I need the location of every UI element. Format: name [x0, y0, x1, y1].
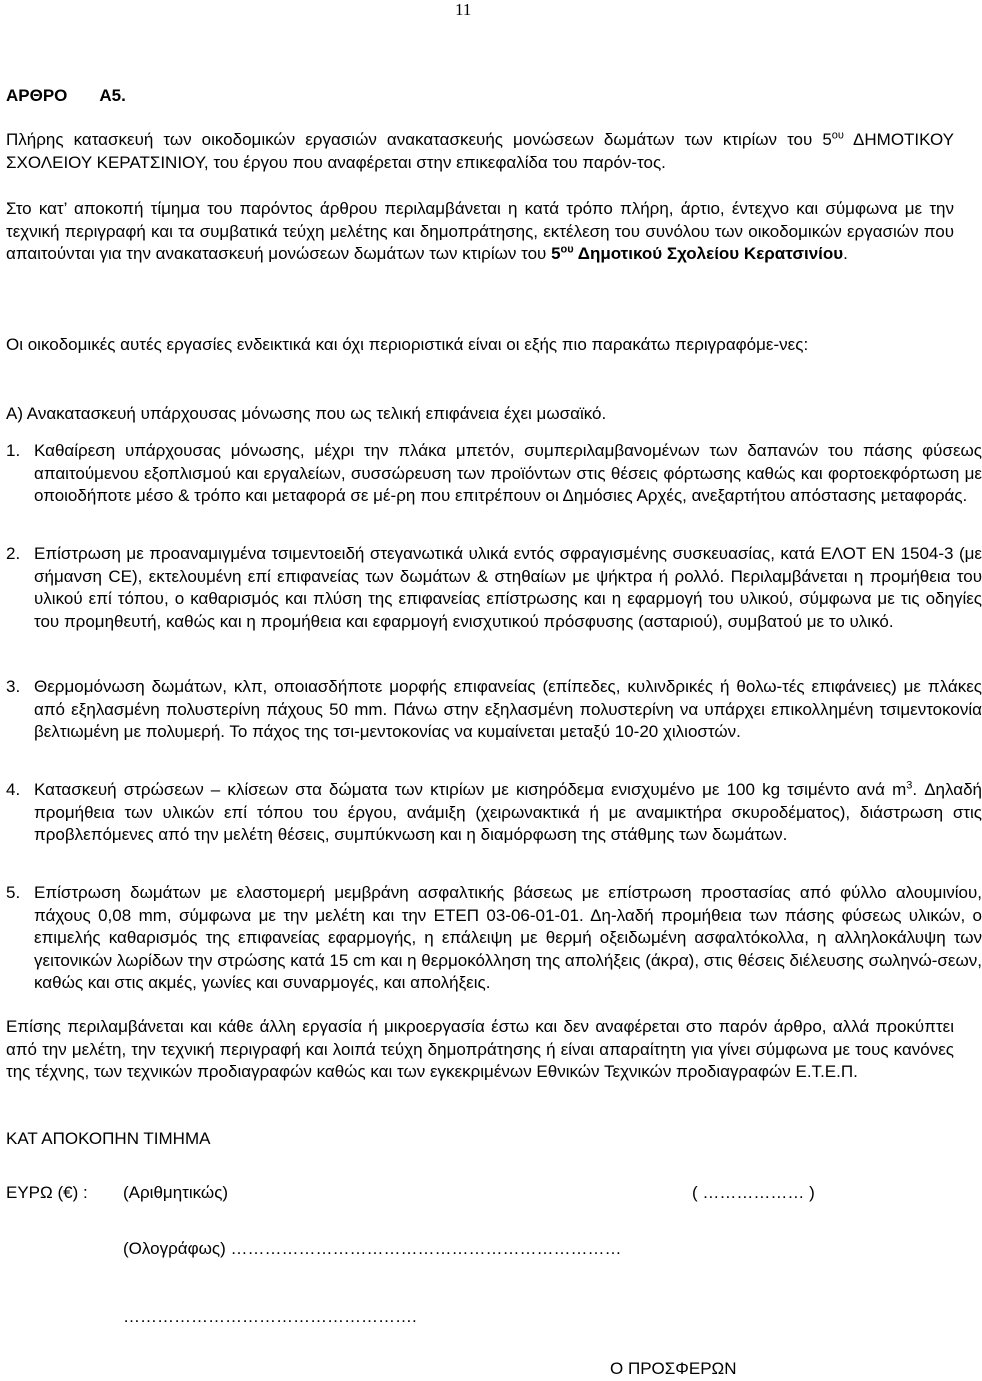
list-item-text: Επίστρωση δωμάτων με ελαστομερή μεμβράνη ασφαλτικής βάσεως με επίστρωση προστασίας από φύλλο αλουμινίου, πάχους 0,08 mm, σύμφωνα με την μελέτη και την ΕΤΕΠ 03-06-01-01. Δη-λαδή προμήθεια των πάσης φύσεως υλικών, ο επιμελής καθαρισμός της επιφανείας εφαρμογής, η επάλειψη με θερμή οξειδωμένη ασφαλτόκολλα, η αλληλοκάλυψη των γειτονικών λωρίδων την στρώσης κατά 15 cm και η θερμοκόλληση της απολήξεις (άκρα), στις θέσεις διέλευσης σωληνώ-σεων, καθώς και στις ακμές, γωνίες και συναρμογές, και απολήξεις. — [34, 883, 982, 992]
words-continuation-field[interactable]: ……………………………………………. — [123, 1307, 417, 1326]
list-item-number: 5. — [6, 883, 21, 902]
list-item-2 — [6, 543, 982, 633]
lump-sum-end: . — [843, 244, 848, 263]
unit-superscript: 3 — [906, 779, 913, 792]
list-item-4 — [6, 779, 982, 847]
list-item-1 — [6, 440, 982, 508]
school-name: Δημοτικού Σχολείου Κερατσινίου — [573, 244, 844, 263]
article-code: Α5. — [99, 86, 126, 105]
works-intro-paragraph: Οι οικοδομικές αυτές εργασίες ενδεικτικά και όχι περιοριστικά είναι οι εξής πιο παρακάτω περιγραφόμε-νες: — [6, 335, 809, 354]
list-item-text: Καθαίρεση υπάρχουσας μόνωσης, μέχρι την πλάκα μπετόν, συμπεριλαμβανομένων των δαπανών του πάσης φύσεως απαιτούμενου εξοπλισμού και εργαλείων, συσσώρευση των προϊόντων στις θέσεις φόρτωσης καθώς και φορτοεκφόρτωση με οποιοδήποτε μέσο & τρόπο και μεταφορά σε μέ-ρη που επιτρέπουν οι Δημόσιες Αρχές, ανεξαρτήτου απόστασης μεταφοράς. — [34, 441, 982, 505]
article-heading — [6, 85, 954, 108]
list-item-text: Κατασκευή στρώσεων – κλίσεων στα δώματα των κτιρίων με κισηρόδεμα ενισχυμένο με 100 kg τσιμέντο ανά m — [34, 780, 907, 799]
list-item-number: 4. — [6, 780, 21, 799]
currency-label: ΕΥΡΩ (€) : — [6, 1183, 88, 1202]
numeric-label: (Αριθμητικώς) — [123, 1183, 229, 1202]
list-item-number: 1. — [6, 441, 21, 460]
list-item-number: 2. — [6, 544, 21, 563]
list-item-3 — [6, 676, 982, 744]
intro-text-2: ΔΗΜΟΤΙΚΟΥ ΣΧΟΛΕΙΟΥ ΚΕΡΑΤΣΙΝΙΟΥ, του έργου που αναφέρεται στην επικεφαλίδα του παρόν-τος. — [6, 130, 954, 172]
school-number: 5 — [551, 244, 561, 263]
intro-superscript: ου — [831, 129, 844, 142]
list-item-number: 3. — [6, 677, 21, 696]
list-item-text: Θερμομόνωση δωμάτων, κλπ, οποιασδήποτε μορφής επιφανείας (επίπεδες, κυλινδρικές ή θολω-τές επιφάνειες) με πλάκες από εξηλασμένη πολυστερίνη πάχους 50 mm. Πάνω στην εξηλασμένη πολυστερίνη να υπάρχει επικολλημένη τσιμεντοκονία βελτιωμένη με πολυμερή. Το πάχος της τσι-μεντοκονίας να κυμαίνεται μεταξύ 10-20 χιλιοστών. — [34, 677, 982, 741]
page-number: 11 — [455, 0, 472, 19]
price-heading: ΚΑΤ ΑΠΟΚΟΠΗΝ ΤΙΜΗΜΑ — [6, 1129, 211, 1148]
lump-sum-paragraph — [6, 198, 954, 266]
words-amount-field[interactable]: (Ολογράφως) …………………………………………………………… — [123, 1239, 622, 1258]
intro-text-1: Πλήρης κατασκευή των οικοδομικών εργασιών ανακατασκευής μονώσεων δωμάτων των κτιρίων του 5 — [6, 130, 832, 149]
section-a-heading: Α) Ανακατασκευή υπάρχουσας μόνωσης που ως τελική επιφάνεια έχει μωσαϊκό. — [6, 404, 607, 423]
list-item-text: Επίστρωση με προαναμιγμένα τσιμεντοειδή στεγανωτικά υλικά εντός σφραγισμένης συσκευασίας, κατά ΕΛΟΤ ΕΝ 1504-3 (με σήμανση CE), εκτελουμένη επί επιφανείας των δωμάτων & στηθαίων με ψήκτρα ή ρολλό. Περιλαμβάνεται η προμήθεια του υλικού επί τόπου, ο καθαρισμός και πλύση της επιφανείας επίστρωσης και η εφαρμογή του υλικού, σύμφωνα με τις οδηγίες του προμηθευτή, καθώς και η προμήθεια και εφαρμογή ενισχυτικού πρόσφυσης (ασταριού), συμβατού με το υλικό. — [34, 544, 982, 631]
school-number-superscript: ου — [560, 243, 574, 256]
also-included-paragraph: Επίσης περιλαμβάνεται και κάθε άλλη εργασία ή μικροεργασία έστω και δεν αναφέρεται στο παρόν άρθρο, αλλά προκύπτει από την μελέτη, την τεχνική περιγραφή και λοιπά τεύχη δημοπράτησης ή είναι απαραίτητη για γίνει σύμφωνα με τους κανόνες της τέχνης, των τεχνικών προδιαγραφών καθώς και των εγκεκριμένων Εθνικών Τεχνικών προδιαγραφών Ε.Τ.Ε.Π. — [6, 1017, 954, 1081]
intro-paragraph — [6, 129, 954, 174]
list-item-text-continued: . Δηλαδή προμήθεια των υλικών επί τόπου του έργου, ανάμιξη (χειρωνακτικά ή με αναμικτήρα σκυροδέματος), διάστρωση στις προβλεπόμενες από την μελέτη θέσεις, συμπύκνωση και η διαμόρφωση της στάθμης των δωμάτων. — [34, 780, 982, 844]
signatory-label: Ο ΠΡΟΣΦΕΡΩΝ — [610, 1359, 737, 1378]
article-label: ΑΡΘΡΟ — [6, 86, 68, 105]
numeric-amount-field[interactable]: ( ……………… ) — [692, 1183, 815, 1202]
list-item-5 — [6, 882, 982, 995]
lump-sum-text: Στο κατ’ αποκοπή τίμημα του παρόντος άρθρου περιλαμβάνεται η κατά τρόπο πλήρη, άρτιο, έντεχνο και σύμφωνα με την τεχνική περιγραφή και τα συμβατικά τεύχη μελέτης και δημοπράτησης, εκτέλεση του συνόλου των οικοδομικών εργασιών που απαιτούνται για την ανακατασκευή μονώσεων δωμάτων των κτιρίων του — [6, 199, 954, 263]
